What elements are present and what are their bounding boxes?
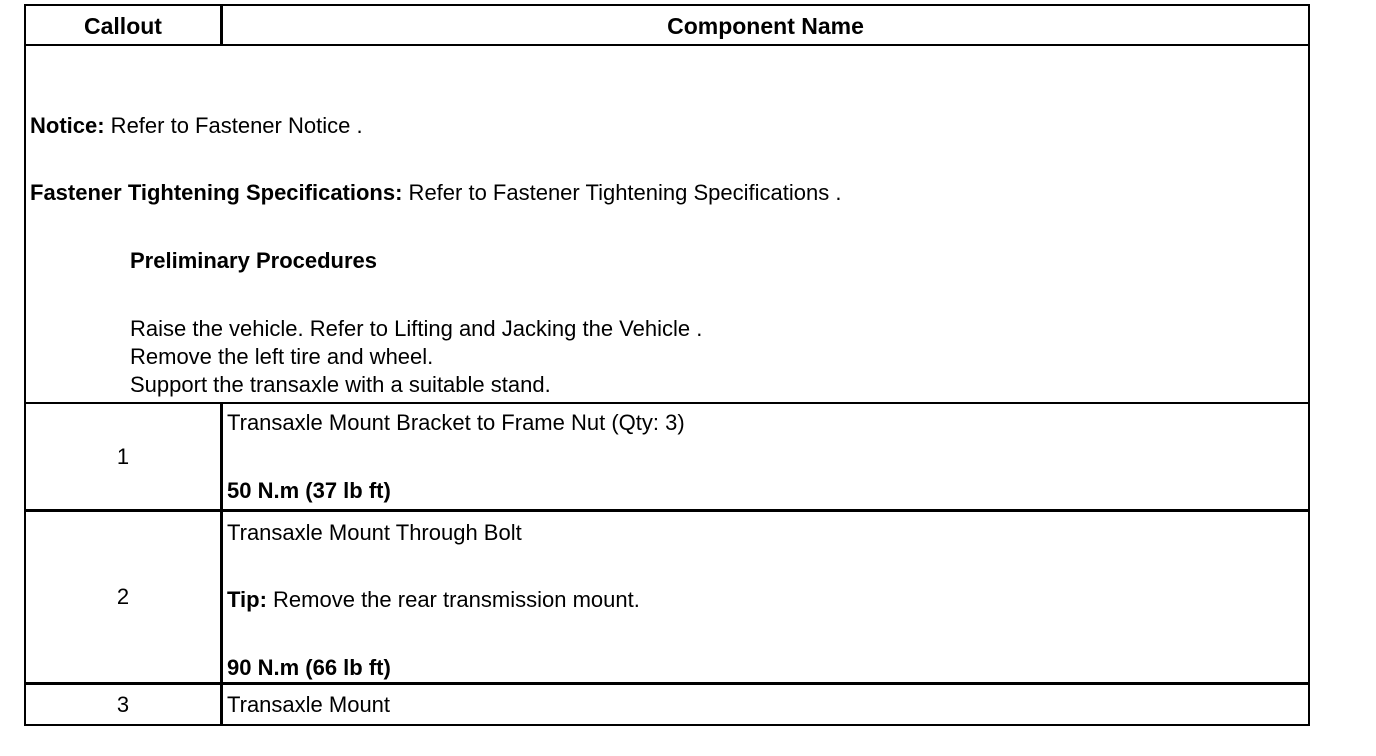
- component-name: Transaxle Mount Bracket to Frame Nut (Qty: 3): [227, 410, 685, 435]
- callout-column-header: Callout: [26, 6, 223, 44]
- component-name: Transaxle Mount Through Bolt: [227, 520, 522, 545]
- notice-line: [30, 113, 363, 139]
- table-row: [26, 685, 1308, 724]
- table-row: [26, 512, 1308, 685]
- procedure-step: Support the transaxle with a suitable stand.: [130, 372, 551, 397]
- fastener-spec-line: [30, 180, 841, 206]
- component-name: Transaxle Mount: [227, 692, 391, 717]
- torque-spec: 90 N.m (66 lb ft): [227, 655, 391, 680]
- table-header: [26, 6, 1308, 46]
- fastener-spec-label: Fastener Tightening Specifications:: [30, 180, 403, 205]
- procedure-step: Raise the vehicle. Refer to Lifting and Jacking the Vehicle .: [130, 316, 703, 341]
- fastener-spec-text: Refer to Fastener Tightening Specifications .: [402, 180, 842, 205]
- component-table: [24, 4, 1310, 726]
- component-name-column-header: Component Name: [667, 13, 864, 39]
- notice-text: Refer to Fastener Notice .: [104, 113, 363, 138]
- tip-line: [227, 587, 640, 613]
- preliminary-procedures-heading: Preliminary Procedures: [130, 248, 378, 273]
- callout-number: 2: [26, 512, 223, 682]
- callout-number: 3: [26, 685, 223, 724]
- tip-text: Remove the rear transmission mount.: [266, 587, 640, 612]
- intro-section: [26, 46, 1308, 404]
- procedure-step: Remove the left tire and wheel.: [130, 344, 434, 369]
- tip-label: Tip:: [227, 587, 267, 612]
- table-row: [26, 404, 1308, 512]
- callout-number: 1: [26, 404, 223, 509]
- torque-spec: 50 N.m (37 lb ft): [227, 478, 391, 503]
- notice-label: Notice:: [30, 113, 105, 138]
